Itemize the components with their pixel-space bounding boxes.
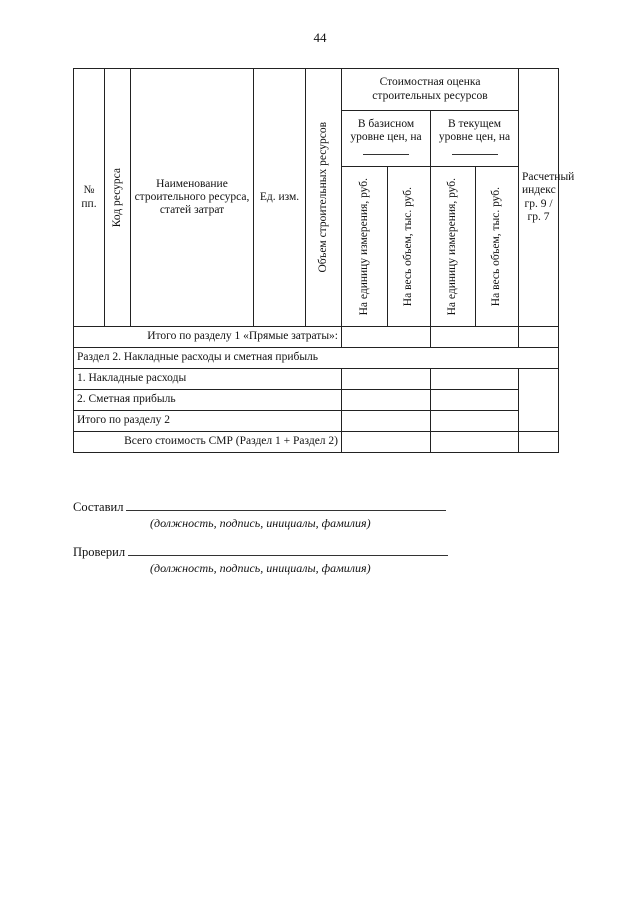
cell-empty (342, 411, 431, 432)
cell-empty (431, 432, 519, 453)
table-row (74, 348, 559, 369)
row-profit: 2. Сметная прибыль (74, 390, 342, 411)
header-current-level: В текущем уровне цен, на (431, 111, 519, 167)
header-name: Наименование строительного ресурса, статей затрат (131, 69, 254, 327)
signature-line (128, 543, 448, 556)
header-num: № пп. (74, 69, 105, 327)
blank-line (452, 144, 498, 155)
cell-empty (342, 327, 431, 348)
table-row (74, 369, 559, 390)
cell-empty (342, 369, 431, 390)
header-base-total: На весь объем, тыс. руб. (388, 167, 431, 327)
page-number: 44 (313, 30, 327, 45)
cell-empty (431, 411, 519, 432)
signature-line (126, 498, 446, 511)
row-section2-title: Раздел 2. Накладные расходы и сметная прибыль (74, 348, 559, 369)
cell-empty (431, 369, 519, 390)
header-unit: Ед. изм. (254, 69, 306, 327)
header-cost-group: Стоимостная оценка строительных ресурсов (342, 69, 519, 111)
cell-empty (519, 432, 559, 453)
header-base-per-unit: На единицу измерения, руб. (342, 167, 388, 327)
header-code: Код ресурса (105, 69, 131, 327)
row-total-section2: Итого по разделу 2 (74, 411, 342, 432)
table-row (74, 432, 559, 453)
row-total-section1: Итого по разделу 1 «Прямые затраты»: (74, 327, 342, 348)
checked-label: Проверил (73, 545, 126, 559)
table-row (74, 327, 559, 348)
cell-empty (519, 369, 559, 432)
checked-hint: (должность, подпись, инициалы, фамилия) (150, 561, 371, 575)
cell-empty (342, 390, 431, 411)
compiled-hint: (должность, подпись, инициалы, фамилия) (150, 516, 371, 530)
table-row (74, 390, 559, 411)
header-current-total: На весь объем, тыс. руб. (476, 167, 519, 327)
header-index: Расчетный индекс гр. 9 / гр. 7 (519, 69, 559, 327)
signature-checked (73, 543, 448, 560)
cell-empty (431, 327, 519, 348)
signature-compiled (73, 498, 446, 515)
cell-empty (431, 390, 519, 411)
header-current-per-unit: На единицу измерения, руб. (431, 167, 476, 327)
row-grand-total: Всего стоимость СМР (Раздел 1 + Раздел 2) (74, 432, 342, 453)
table-row (74, 411, 559, 432)
header-base-level: В базисном уровне цен, на (342, 111, 431, 167)
compiled-label: Составил (73, 500, 124, 514)
cell-empty (342, 432, 431, 453)
row-overhead: 1. Накладные расходы (74, 369, 342, 390)
cell-empty (519, 327, 559, 348)
estimate-table (73, 68, 575, 453)
header-volume: Объем строительных ресурсов (306, 69, 342, 327)
blank-line (363, 144, 409, 155)
